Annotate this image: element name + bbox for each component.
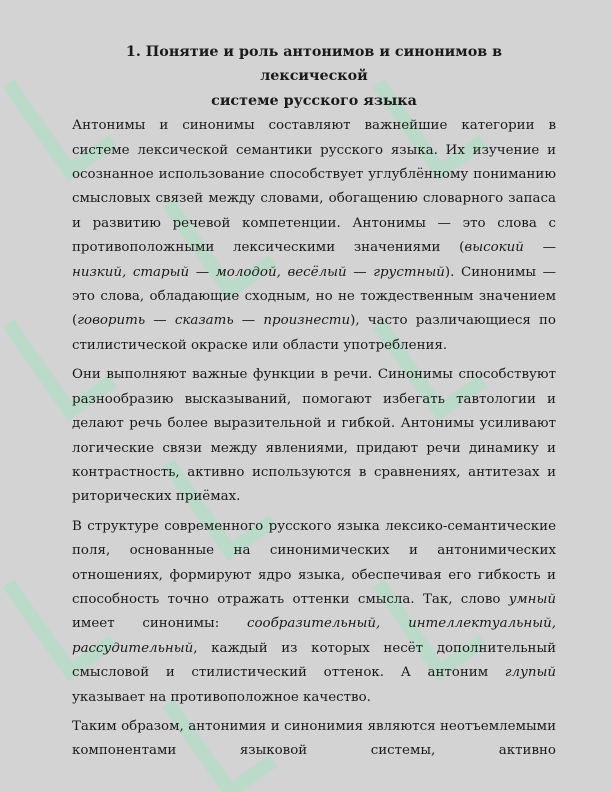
paragraph-3	[72, 515, 556, 710]
paragraph-1	[72, 114, 556, 358]
paragraph-3-text-2: имеет синонимы:	[72, 616, 247, 632]
antonym-examples: высокий — низкий, старый — молодой, весёлый — грустный	[72, 240, 557, 280]
antonym-word: глупый	[504, 665, 556, 681]
paragraph-3-text-4: указывает на противоположное качество.	[72, 689, 371, 705]
section-title	[72, 40, 556, 113]
paragraph-3-text-3: , каждый из которых несёт дополнительный смысловой и стилистический оттенок. А антоним	[72, 640, 556, 681]
synonym-examples: говорить — сказать — произнести	[77, 313, 351, 329]
paragraph-4: Таким образом, антонимия и синонимия являются неотъемлемыми компонентами языковой системы, активно	[72, 718, 556, 759]
paragraph-1-text-1: Антонимы и синонимы составляют важнейшие категории в системе лексической семантики русского языка. Их изучение и осознанное использование способствует углублённому пониманию смысловых связей между словами, обогащению словарного запаса и развитию речевой компетенции. Антонимы — это слова с противоположными лексическими значениями (	[72, 118, 556, 256]
document-page	[72, 40, 556, 769]
paragraph-1-text-3: ), часто различающиеся по стилистической окраске или области употребления.	[72, 313, 556, 353]
example-word: умный	[508, 591, 556, 607]
paragraph-3-text-1: В структуре современного русского языка лексико-семантические поля, основанные на синонимических и антонимических отношениях, формируют ядро языка, обеспечивая его гибкость и способность точно отражать оттенки смысла. Так, слово	[72, 518, 556, 607]
paragraph-2: Они выполняют важные функции в речи. Синонимы способствуют разнообразию высказываний, помогают избегать тавтологии и делают речь более выразительной и гибкой. Антонимы усиливают логические связи между явлениями, придают речи динамику и контрастность, активно используются в сравнениях, антитезах и риторических приёмах.	[72, 367, 556, 505]
section-title-line-1: 1. Понятие и роль антонимов и синонимов в лексической	[125, 44, 503, 85]
paragraph-1-text-2: ). Синонимы — это слова, обладающие сходным, но не тождественным значением (	[72, 264, 556, 329]
synonym-list: сообразительный, интеллектуальный, рассудительный	[72, 616, 556, 656]
section-title-line-2: системе русского языка	[211, 92, 417, 109]
